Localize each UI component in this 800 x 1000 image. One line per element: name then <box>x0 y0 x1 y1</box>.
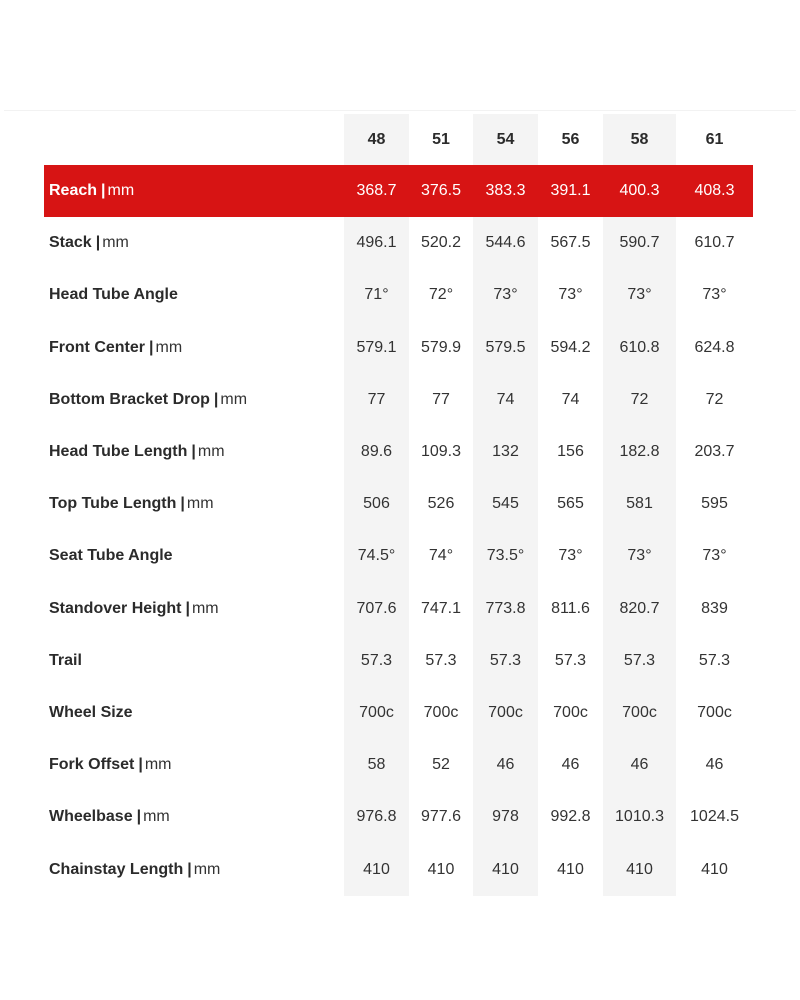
table-cell: 46 <box>561 756 580 774</box>
unit-separator: | <box>136 808 142 826</box>
table-cell: 73° <box>702 286 727 304</box>
row-label <box>44 391 344 409</box>
table-cell: 978 <box>473 791 538 843</box>
table-cell: 977.6 <box>420 808 462 826</box>
row-label <box>44 339 344 357</box>
row-label-text: Bottom Bracket Drop <box>49 390 210 408</box>
size-header-row <box>44 114 753 165</box>
row-label-text: Front Center <box>49 338 145 356</box>
table-cell: 52 <box>432 756 450 774</box>
row-label <box>44 808 344 826</box>
row-unit: mm <box>193 860 221 878</box>
unit-separator: | <box>180 495 185 513</box>
table-cell: 624.8 <box>694 338 735 356</box>
size-header-61[interactable]: 61 <box>705 130 724 148</box>
table-cell: 73° <box>473 269 538 321</box>
table-cell: 545 <box>473 478 538 530</box>
unit-separator: | <box>101 182 106 200</box>
table-cell: 46 <box>603 739 676 791</box>
table-cell: 182.8 <box>603 426 676 478</box>
table-cell: 410 <box>427 860 455 878</box>
table-cell: 57.3 <box>425 651 457 669</box>
table-cell: 992.8 <box>550 808 591 826</box>
table-cell: 590.7 <box>603 217 676 269</box>
size-header-56[interactable]: 56 <box>561 130 580 148</box>
size-header-48[interactable]: 48 <box>344 114 409 165</box>
row-label <box>44 861 344 879</box>
table-row <box>44 843 753 895</box>
row-label-text: Seat Tube Angle <box>49 547 173 565</box>
table-cell: 73° <box>702 547 727 565</box>
table-cell: 77 <box>344 374 409 426</box>
table-cell: 410 <box>701 860 728 878</box>
table-cell: 567.5 <box>550 234 591 252</box>
table-cell: 581 <box>603 478 676 530</box>
row-label-text: Stack <box>49 234 92 252</box>
table-cell: 89.6 <box>344 426 409 478</box>
table-row <box>44 791 753 843</box>
top-divider <box>4 110 796 111</box>
table-cell: 410 <box>603 843 676 895</box>
table-cell: 526 <box>427 495 455 513</box>
row-label <box>44 286 344 304</box>
table-cell: 410 <box>344 843 409 895</box>
table-cell: 700c <box>603 687 676 739</box>
row-unit: mm <box>191 599 219 617</box>
row-unit: mm <box>107 182 135 200</box>
table-cell: 747.1 <box>420 599 462 617</box>
table-cell: 610.8 <box>603 322 676 374</box>
table-cell: 700c <box>344 687 409 739</box>
row-label <box>44 443 344 461</box>
table-cell: 77 <box>432 390 450 408</box>
table-row <box>44 426 753 478</box>
table-cell: 976.8 <box>344 791 409 843</box>
table-cell: 368.7 <box>356 182 397 200</box>
row-label-text: Top Tube Length <box>49 495 177 513</box>
table-cell: 1010.3 <box>603 791 676 843</box>
row-label-text: Head Tube Length <box>49 443 188 461</box>
unit-separator: | <box>191 443 196 461</box>
row-label-text: Chainstay Length <box>49 860 184 878</box>
row-unit: mm <box>220 390 248 408</box>
row-label <box>44 234 344 252</box>
table-cell: 58 <box>344 739 409 791</box>
table-cell: 132 <box>473 426 538 478</box>
table-cell: 410 <box>473 843 538 895</box>
table-cell: 700c <box>697 703 732 721</box>
row-label <box>44 600 344 618</box>
table-cell: 57.3 <box>698 651 731 669</box>
row-label <box>44 182 344 200</box>
table-cell: 579.1 <box>344 322 409 374</box>
table-row <box>44 687 753 739</box>
table-cell: 700c <box>423 703 459 721</box>
table-cell: 594.2 <box>550 338 591 356</box>
table-cell: 57.3 <box>344 635 409 687</box>
table-cell: 156 <box>557 443 584 461</box>
size-header-54[interactable]: 54 <box>473 114 538 165</box>
table-cell: 496.1 <box>344 217 409 269</box>
size-header-51[interactable]: 51 <box>432 130 450 148</box>
table-cell: 376.5 <box>420 182 462 200</box>
table-cell: 506 <box>344 478 409 530</box>
table-cell: 71° <box>344 269 409 321</box>
table-cell: 203.7 <box>694 443 735 461</box>
table-cell: 520.2 <box>420 234 462 252</box>
row-unit: mm <box>144 756 172 774</box>
row-unit: mm <box>102 234 129 252</box>
row-label <box>44 495 344 513</box>
table-cell: 109.3 <box>420 443 462 461</box>
row-label-text: Trail <box>49 651 82 669</box>
table-cell: 57.3 <box>473 635 538 687</box>
row-label <box>44 704 344 722</box>
table-row <box>44 530 753 582</box>
table-row <box>44 269 753 321</box>
unit-separator: | <box>95 234 101 252</box>
row-label <box>44 756 344 774</box>
table-cell: 579.9 <box>420 338 462 356</box>
row-label-text: Fork Offset <box>49 756 135 774</box>
row-label-text: Reach <box>49 182 98 200</box>
table-cell: 74.5° <box>344 530 409 582</box>
table-row <box>44 635 753 687</box>
table-cell: 773.8 <box>473 583 538 635</box>
table-cell: 565 <box>557 495 584 513</box>
unit-separator: | <box>185 599 190 617</box>
table-cell: 595 <box>701 495 728 513</box>
unit-separator: | <box>149 338 154 356</box>
table-cell: 72 <box>603 374 676 426</box>
row-label-text: Standover Height <box>49 599 182 617</box>
unit-separator: | <box>138 756 143 774</box>
table-cell: 73° <box>603 530 676 582</box>
table-cell: 73.5° <box>473 530 538 582</box>
table-cell: 73° <box>558 547 583 565</box>
unit-separator: | <box>213 390 219 408</box>
table-cell: 57.3 <box>603 635 676 687</box>
row-unit: mm <box>186 495 214 513</box>
table-row <box>44 217 753 269</box>
unit-separator: | <box>187 860 192 878</box>
table-cell: 700c <box>553 703 588 721</box>
table-row <box>44 165 753 217</box>
table-cell: 544.6 <box>473 217 538 269</box>
table-cell: 820.7 <box>603 583 676 635</box>
table-cell: 72° <box>428 286 454 304</box>
table-cell: 408.3 <box>694 182 735 200</box>
row-unit: mm <box>155 338 183 356</box>
table-cell: 74° <box>428 547 454 565</box>
table-cell: 707.6 <box>344 583 409 635</box>
table-cell: 391.1 <box>550 182 591 200</box>
row-label <box>44 547 344 565</box>
size-header-58[interactable]: 58 <box>603 114 676 165</box>
table-cell: 74 <box>473 374 538 426</box>
table-cell: 46 <box>705 756 724 774</box>
table-cell: 46 <box>473 739 538 791</box>
table-cell: 57.3 <box>554 651 587 669</box>
table-row <box>44 739 753 791</box>
table-cell: 72 <box>705 390 724 408</box>
row-label-text: Head Tube Angle <box>49 286 178 304</box>
geometry-table <box>44 114 753 896</box>
table-cell: 73° <box>603 269 676 321</box>
table-cell: 700c <box>473 687 538 739</box>
row-label <box>44 652 344 670</box>
table-cell: 1024.5 <box>690 808 739 826</box>
table-cell: 383.3 <box>485 182 526 200</box>
table-cell: 579.5 <box>473 322 538 374</box>
table-cell: 811.6 <box>551 599 590 617</box>
row-unit: mm <box>143 808 170 826</box>
table-cell: 73° <box>558 286 583 304</box>
table-row <box>44 583 753 635</box>
row-unit: mm <box>197 443 225 461</box>
row-label-text: Wheelbase <box>49 808 133 826</box>
table-cell: 410 <box>557 860 584 878</box>
table-row <box>44 478 753 530</box>
table-cell: 74 <box>561 390 580 408</box>
table-row <box>44 374 753 426</box>
table-cell: 610.7 <box>694 234 735 252</box>
row-label-text: Wheel Size <box>49 703 133 721</box>
table-row <box>44 322 753 374</box>
table-cell: 839 <box>701 599 728 617</box>
table-cell: 400.3 <box>619 182 660 200</box>
